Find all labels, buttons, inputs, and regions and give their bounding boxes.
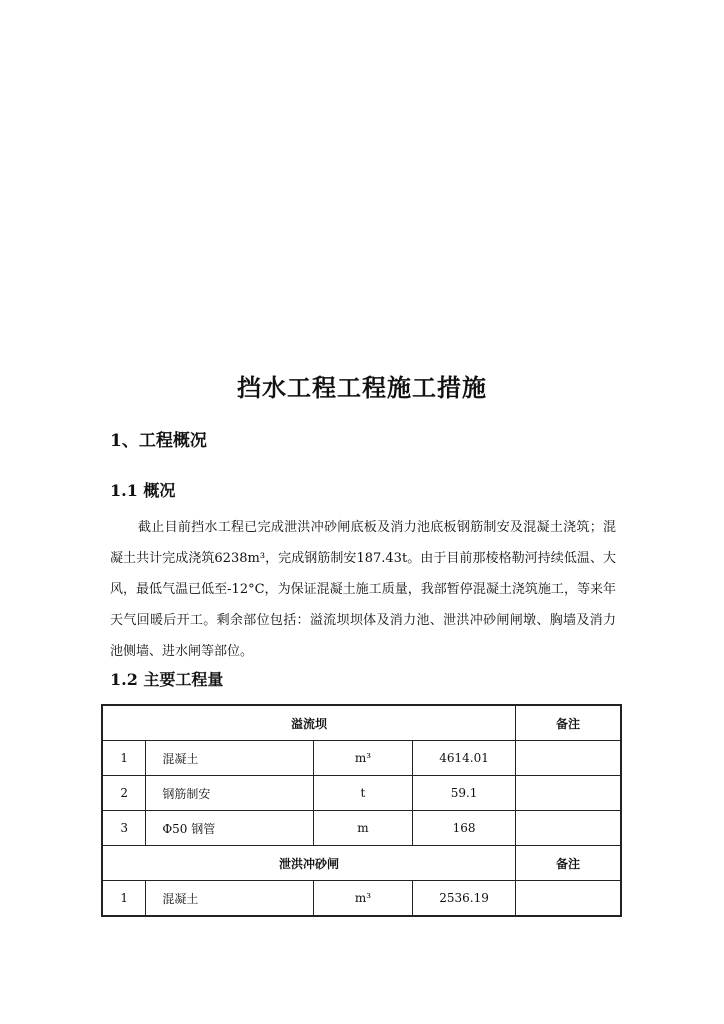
group-name-cell: 泄洪冲砂闸 [102, 846, 515, 881]
quantity-cell: 2536.19 [413, 881, 516, 917]
quantity-cell: 168 [413, 811, 516, 846]
remark-cell [515, 741, 621, 776]
section-heading-1-1: 1.1 概况 [110, 481, 176, 500]
table-group-header [102, 705, 621, 741]
table-row [102, 776, 621, 811]
row-number-cell: 3 [102, 811, 146, 846]
item-cell: Φ50 钢管 [146, 811, 313, 846]
unit-cell: m [313, 811, 413, 846]
item-cell: 混凝土 [146, 881, 313, 917]
remark-cell [515, 811, 621, 846]
remark-header-cell: 备注 [515, 705, 621, 741]
section-heading-1-2: 1.2 主要工程量 [110, 670, 224, 689]
remark-header-cell: 备注 [515, 846, 621, 881]
quantity-cell: 4614.01 [413, 741, 516, 776]
table-row [102, 811, 621, 846]
quantities-table [101, 704, 622, 917]
remark-cell [515, 881, 621, 917]
quantity-cell: 59.1 [413, 776, 516, 811]
group-name-cell: 溢流坝 [102, 705, 515, 741]
item-cell: 钢筋制安 [146, 776, 313, 811]
table-row [102, 741, 621, 776]
table-group-header [102, 846, 621, 881]
unit-cell: m³ [313, 881, 413, 917]
document-title: 挡水工程工程施工措施 [237, 373, 487, 402]
unit-cell: m³ [313, 741, 413, 776]
unit-cell: t [313, 776, 413, 811]
table-row [102, 881, 621, 917]
row-number-cell: 1 [102, 741, 146, 776]
section-heading-1: 1、工程概况 [110, 431, 207, 451]
item-cell: 混凝土 [146, 741, 313, 776]
remark-cell [515, 776, 621, 811]
overview-paragraph: 截止目前挡水工程已完成泄洪冲砂闸底板及消力池底板钢筋制安及混凝土浇筑；混凝土共计完成浇筑6238m³，完成钢筋制安187.43t。由于目前那棱格勒河持续低温、大风，最低气温已低至-12°C，为保证混凝土施工质量，我部暂停混凝土浇筑施工，等来年天气回暖后开工。剩余部位包括：溢流坝坝体及消力池、泄洪冲砂闸闸墩、胸墙及消力池侧墙、进水闸等部位。 [110, 520, 616, 659]
row-number-cell: 1 [102, 881, 146, 917]
row-number-cell: 2 [102, 776, 146, 811]
